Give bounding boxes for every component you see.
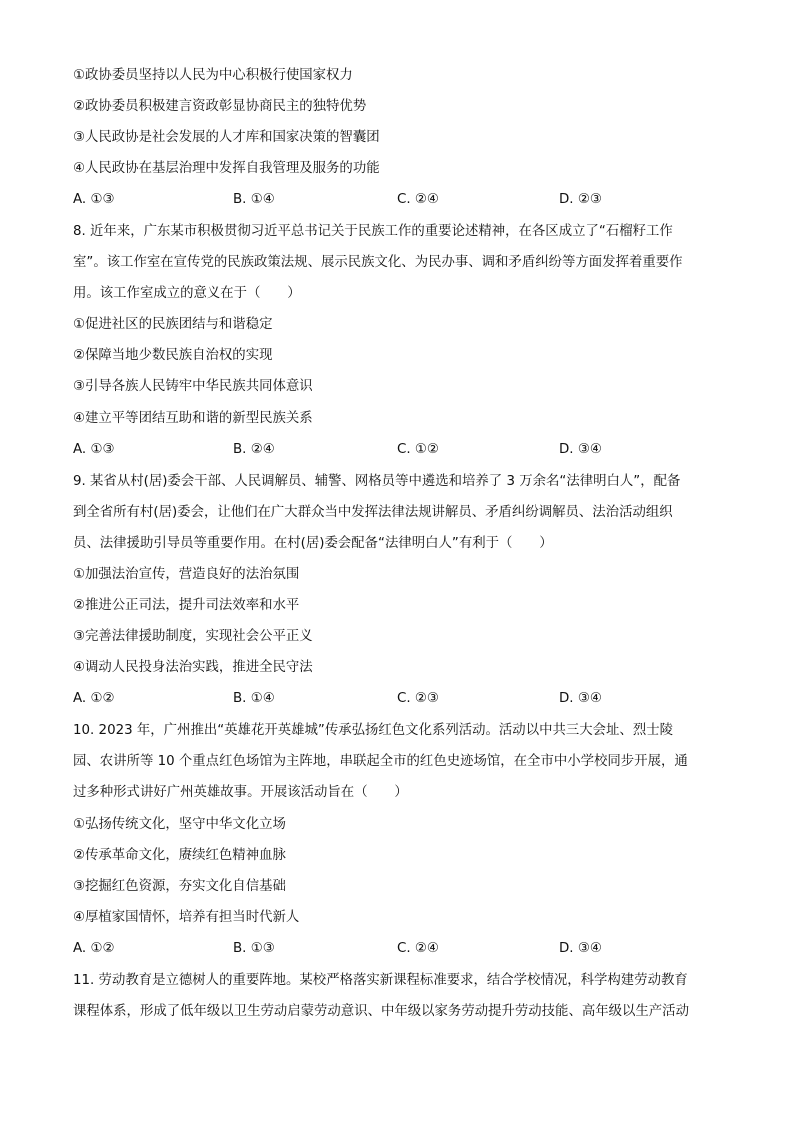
q8-option-c: C. ①② (397, 442, 439, 457)
q8-choice-1: ①促进社区的民族团结与和谐稳定 (73, 317, 273, 332)
q7-option-c: C. ②④ (397, 192, 439, 207)
q10-choice-2: ②传承革命文化，赓续红色精神血脉 (73, 848, 286, 863)
q9-choice-2: ②推进公正司法，提升司法效率和水平 (73, 598, 300, 613)
q9-choice-1: ①加强法治宣传，营造良好的法治氛围 (73, 567, 300, 582)
q9-stem-line-3: 员、法律援助引导员等重要作用。在村(居)委会配备“法律明白人”有利于（ ） (73, 536, 553, 551)
q9-option-b: B. ①④ (233, 691, 275, 706)
q10-stem-line-1: 10. 2023 年，广州推出“英雄花开英雄城”传承弘扬红色文化系列活动。活动以中共三大会址、烈士陵 (73, 723, 673, 738)
q7-choice-2: ②政协委员积极建言资政彰显协商民主的独特优势 (73, 99, 367, 114)
q9-stem-line-2: 到全省所有村(居)委会，让他们在广大群众当中发挥法律法规讲解员、矛盾纠纷调解员、法治活动组织 (73, 505, 673, 520)
q7-choice-4: ④人民政协在基层治理中发挥自我管理及服务的功能 (73, 161, 380, 176)
q10-choice-4: ④厚植家国情怀，培养有担当时代新人 (73, 910, 300, 925)
q11-stem-line-2: 课程体系，形成了低年级以卫生劳动启蒙劳动意识、中年级以家务劳动提升劳动技能、高年级以生产活动 (73, 1004, 689, 1019)
q8-option-a: A. ①③ (73, 442, 115, 457)
q7-option-b: B. ①④ (233, 192, 275, 207)
q9-choice-3: ③完善法律援助制度，实现社会公平正义 (73, 629, 313, 644)
q10-choice-3: ③挖掘红色资源，夯实文化自信基础 (73, 879, 286, 894)
q10-stem-line-2: 园、农讲所等 10 个重点红色场馆为主阵地，串联起全市的红色史迹场馆，在全市中小学校同步开展，通 (73, 754, 688, 769)
q10-stem-line-3: 过多种形式讲好广州英雄故事。开展该活动旨在（ ） (73, 785, 408, 800)
q9-choice-4: ④调动人民投身法治实践，推进全民守法 (73, 660, 313, 675)
q9-option-d: D. ③④ (559, 691, 602, 706)
q8-answer-options (73, 440, 723, 460)
q8-choice-3: ③引导各族人民铸牢中华民族共同体意识 (73, 379, 313, 394)
q9-answer-options (73, 689, 723, 709)
q8-option-b: B. ②④ (233, 442, 275, 457)
q7-option-d: D. ②③ (559, 192, 602, 207)
q7-choice-3: ③人民政协是社会发展的人才库和国家决策的智囊团 (73, 130, 380, 145)
q8-choice-4: ④建立平等团结互助和谐的新型民族关系 (73, 411, 313, 426)
q8-stem-line-3: 用。该工作室成立的意义在于（ ） (73, 286, 301, 301)
q10-option-d: D. ③④ (559, 941, 602, 956)
q9-option-a: A. ①② (73, 691, 115, 706)
q8-stem-line-1: 8. 近年来，广东某市积极贯彻习近平总书记关于民族工作的重要论述精神，在各区成立了“石榴籽工作 (73, 224, 673, 239)
q11-stem-line-1: 11. 劳动教育是立德树人的重要阵地。某校严格落实新课程标准要求，结合学校情况，科学构建劳动教育 (73, 973, 688, 988)
q10-option-a: A. ①② (73, 941, 115, 956)
q10-option-b: B. ①③ (233, 941, 275, 956)
q8-option-d: D. ③④ (559, 442, 602, 457)
q8-stem-line-2: 室”。该工作室在宣传党的民族政策法规、展示民族文化、为民办事、调和矛盾纠纷等方面发挥着重要作 (73, 255, 683, 270)
q9-stem-line-1: 9. 某省从村(居)委会干部、人民调解员、辅警、网格员等中遴选和培养了 3 万余名“法律明白人”，配备 (73, 474, 681, 489)
q7-option-a: A. ①③ (73, 192, 115, 207)
q10-answer-options (73, 939, 723, 959)
q7-choice-1: ①政协委员坚持以人民为中心积极行使国家权力 (73, 68, 353, 83)
q7-answer-options (73, 190, 723, 210)
q8-choice-2: ②保障当地少数民族自治权的实现 (73, 348, 273, 363)
q9-option-c: C. ②③ (397, 691, 439, 706)
q10-option-c: C. ②④ (397, 941, 439, 956)
q10-choice-1: ①弘扬传统文化，坚守中华文化立场 (73, 817, 286, 832)
